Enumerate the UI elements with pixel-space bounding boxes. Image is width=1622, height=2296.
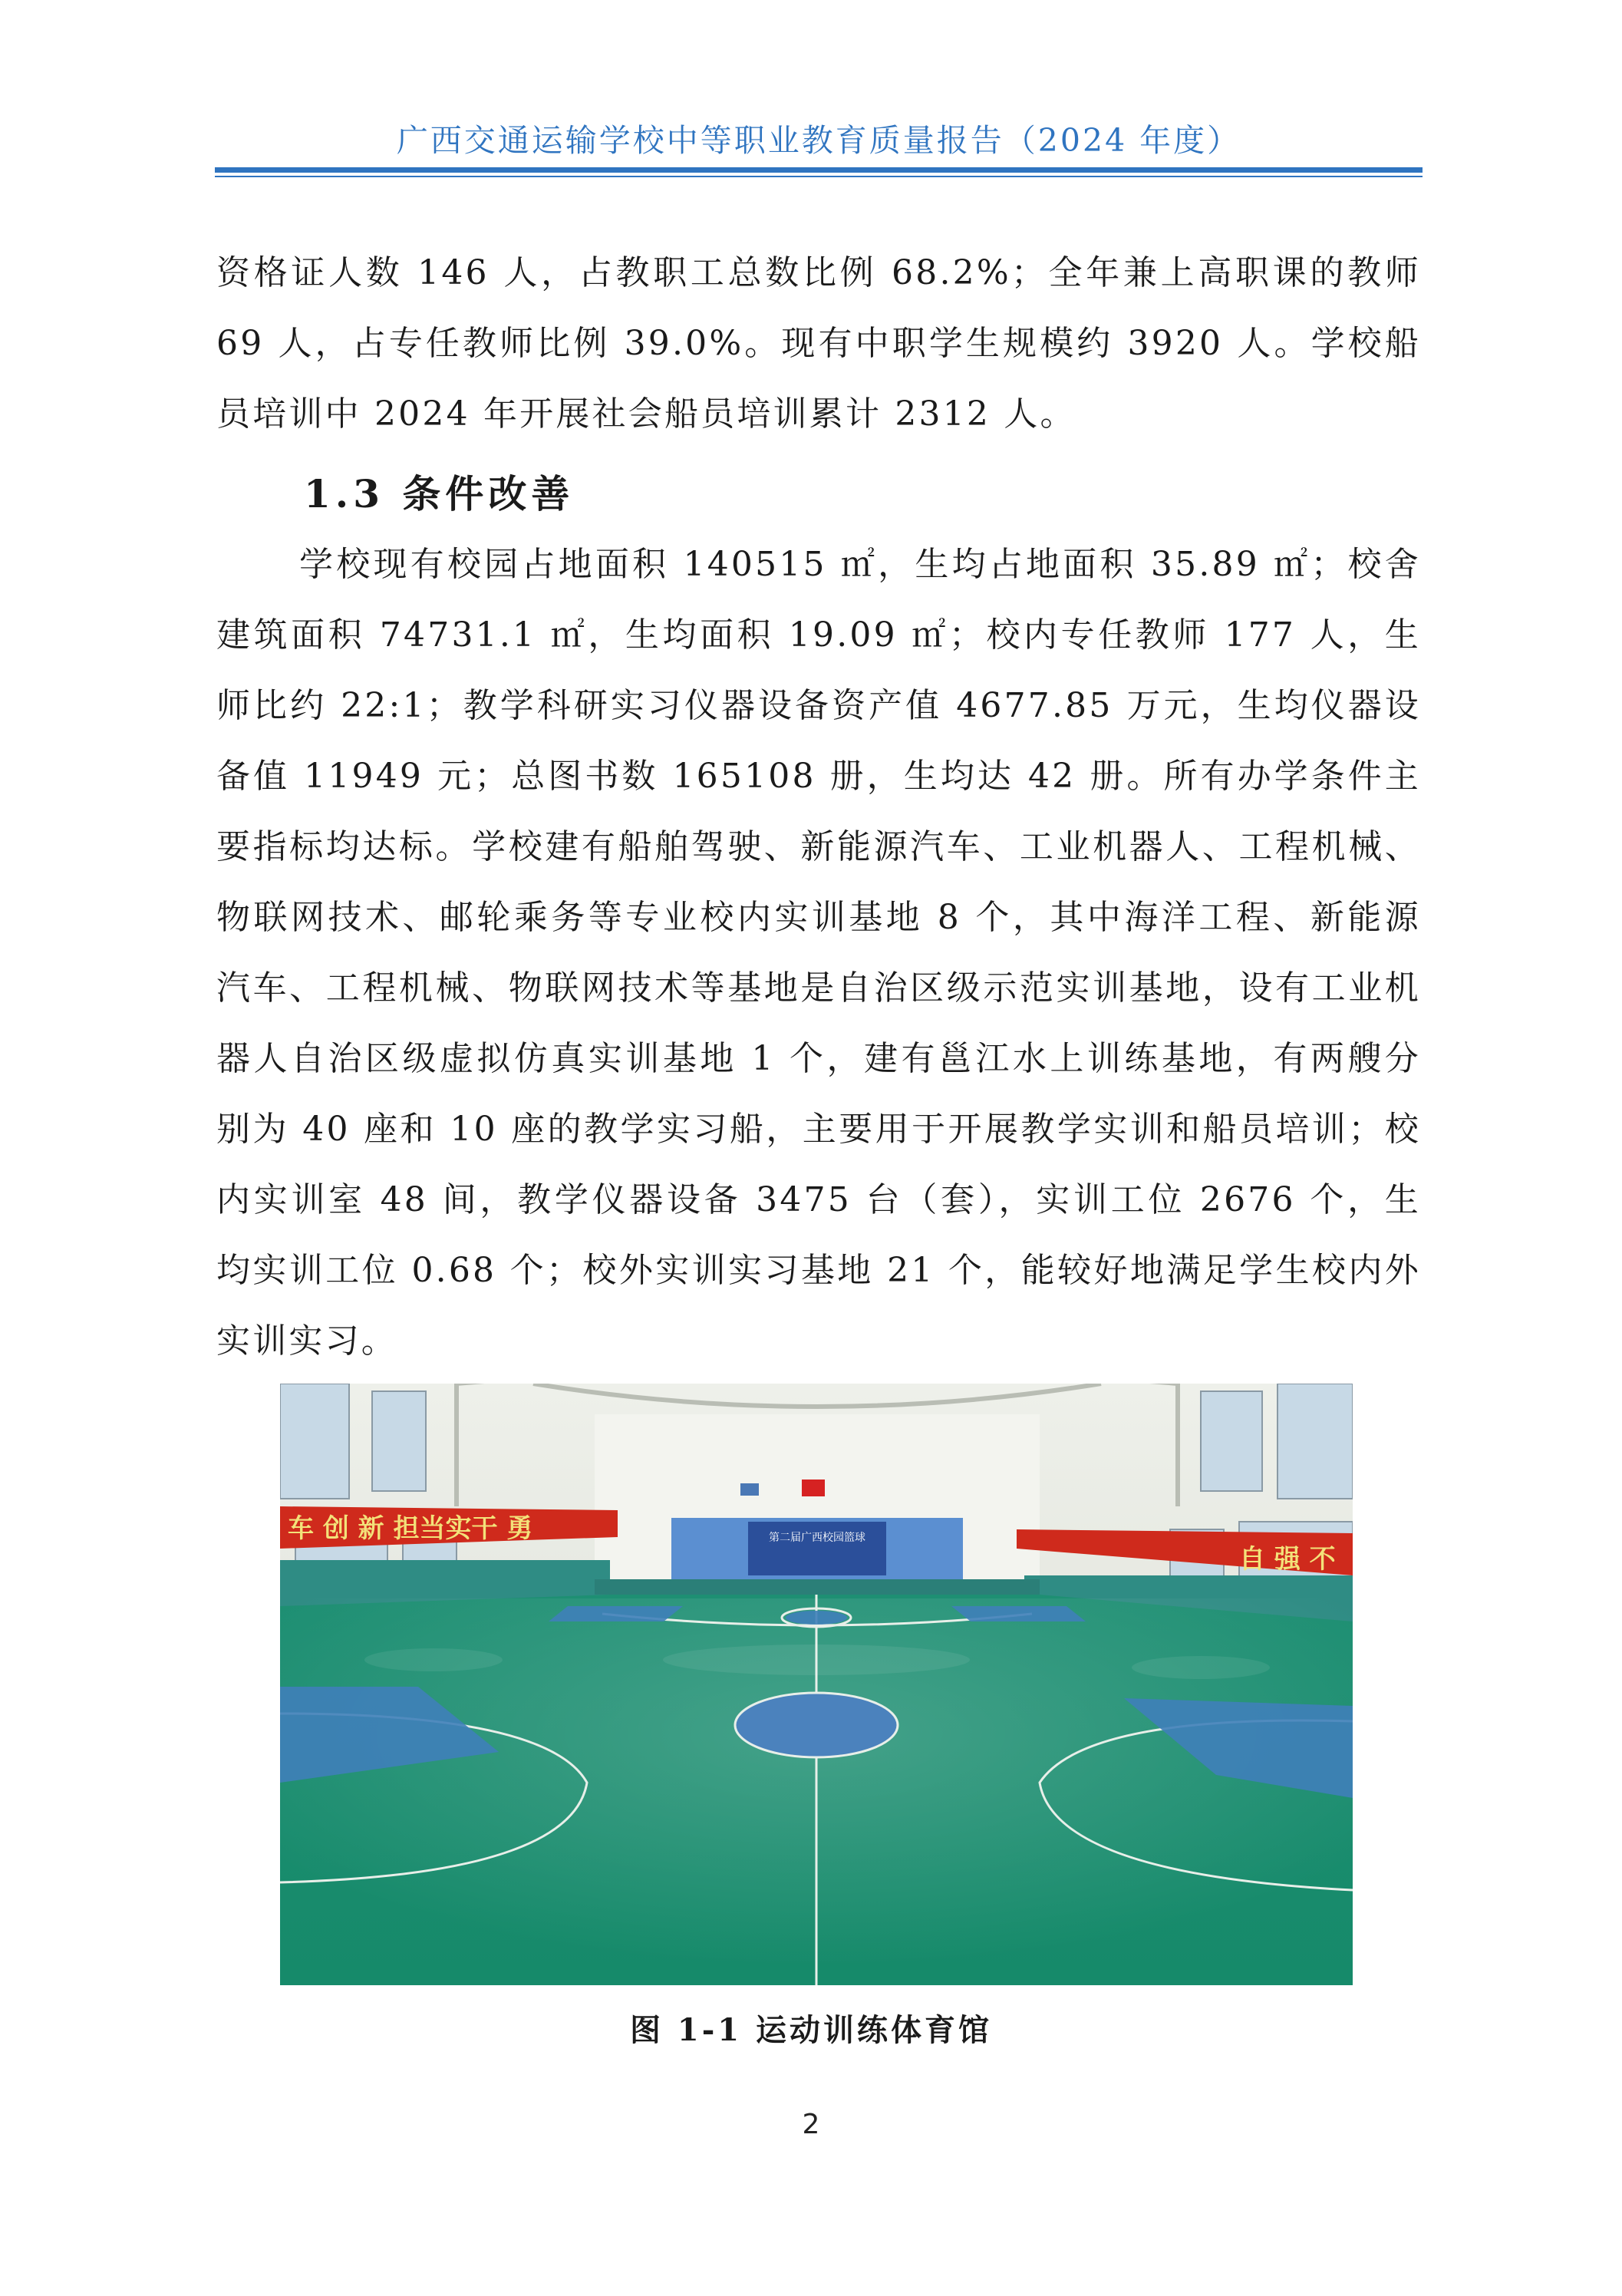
running-header: 广西交通运输学校中等职业教育质量报告（2024 年度）	[396, 122, 1241, 159]
paragraph-staff-stats: 资格证人数 146 人，占教职工总数比例 68.2%；全年兼上高职课的教师 69 人，占专任教师比例 39.0%。现有中职学生规模约 3920 人。学校船员培训中 2024 年开展社会船员培训累计 2312 人。	[216, 253, 1421, 434]
figure-caption: 图 1-1 运动训练体育馆	[629, 2012, 993, 2048]
backboard-text: 第二届广西校园篮球	[769, 1532, 865, 1544]
header-rule-thin	[215, 176, 1423, 177]
section-heading: 1.3 条件改善	[304, 471, 575, 516]
backboard-banner	[671, 1518, 963, 1579]
paragraph-conditions: 学校现有校园占地面积 140515 ㎡，生均占地面积 35.89 ㎡；校舍建筑面积 74731.1 ㎡，生均面积 19.09 ㎡；校内专任教师 177 人，生师比约 22:1；教学科研实习仪器设备资产值 4677.85 万元，生均仪器设备值 11949 元；总图书数 165108 册，生均达 42 册。所有办学条件主要指标均达标。学校建有船舶驾驶、新能源汽车、工业机器人、工程机械、物联网技术、邮轮乘务等专业校内实训基地 8 个，其中海洋工程、新能源汽车、工程机械、物联网技术等基地是自治区级示范实训基地，设有工业机器人自治区级虚拟仿真实训基地 1 个，建有邕江水上训练基地，有两艘分别为 40 座和 10 座的教学实习船，主要用于开展教学实训和船员培训；校内实训室 48 间，教学仪器设备 3475 台（套），实训工位 2676 个，生均实训工位 0.68 个；校外实训实习基地 21 个，能较好地满足学生校内外实训实习。	[216, 545, 1421, 1361]
gymnasium-photo	[280, 1384, 1353, 1985]
banner-right-text: 自 强 不	[1239, 1544, 1336, 1575]
page-number: 2	[802, 2109, 820, 2140]
center-circle	[735, 1693, 898, 1757]
banner-left-text: 车 创 新 担当实干 勇	[288, 1513, 533, 1544]
header-rule-thick	[215, 167, 1423, 173]
